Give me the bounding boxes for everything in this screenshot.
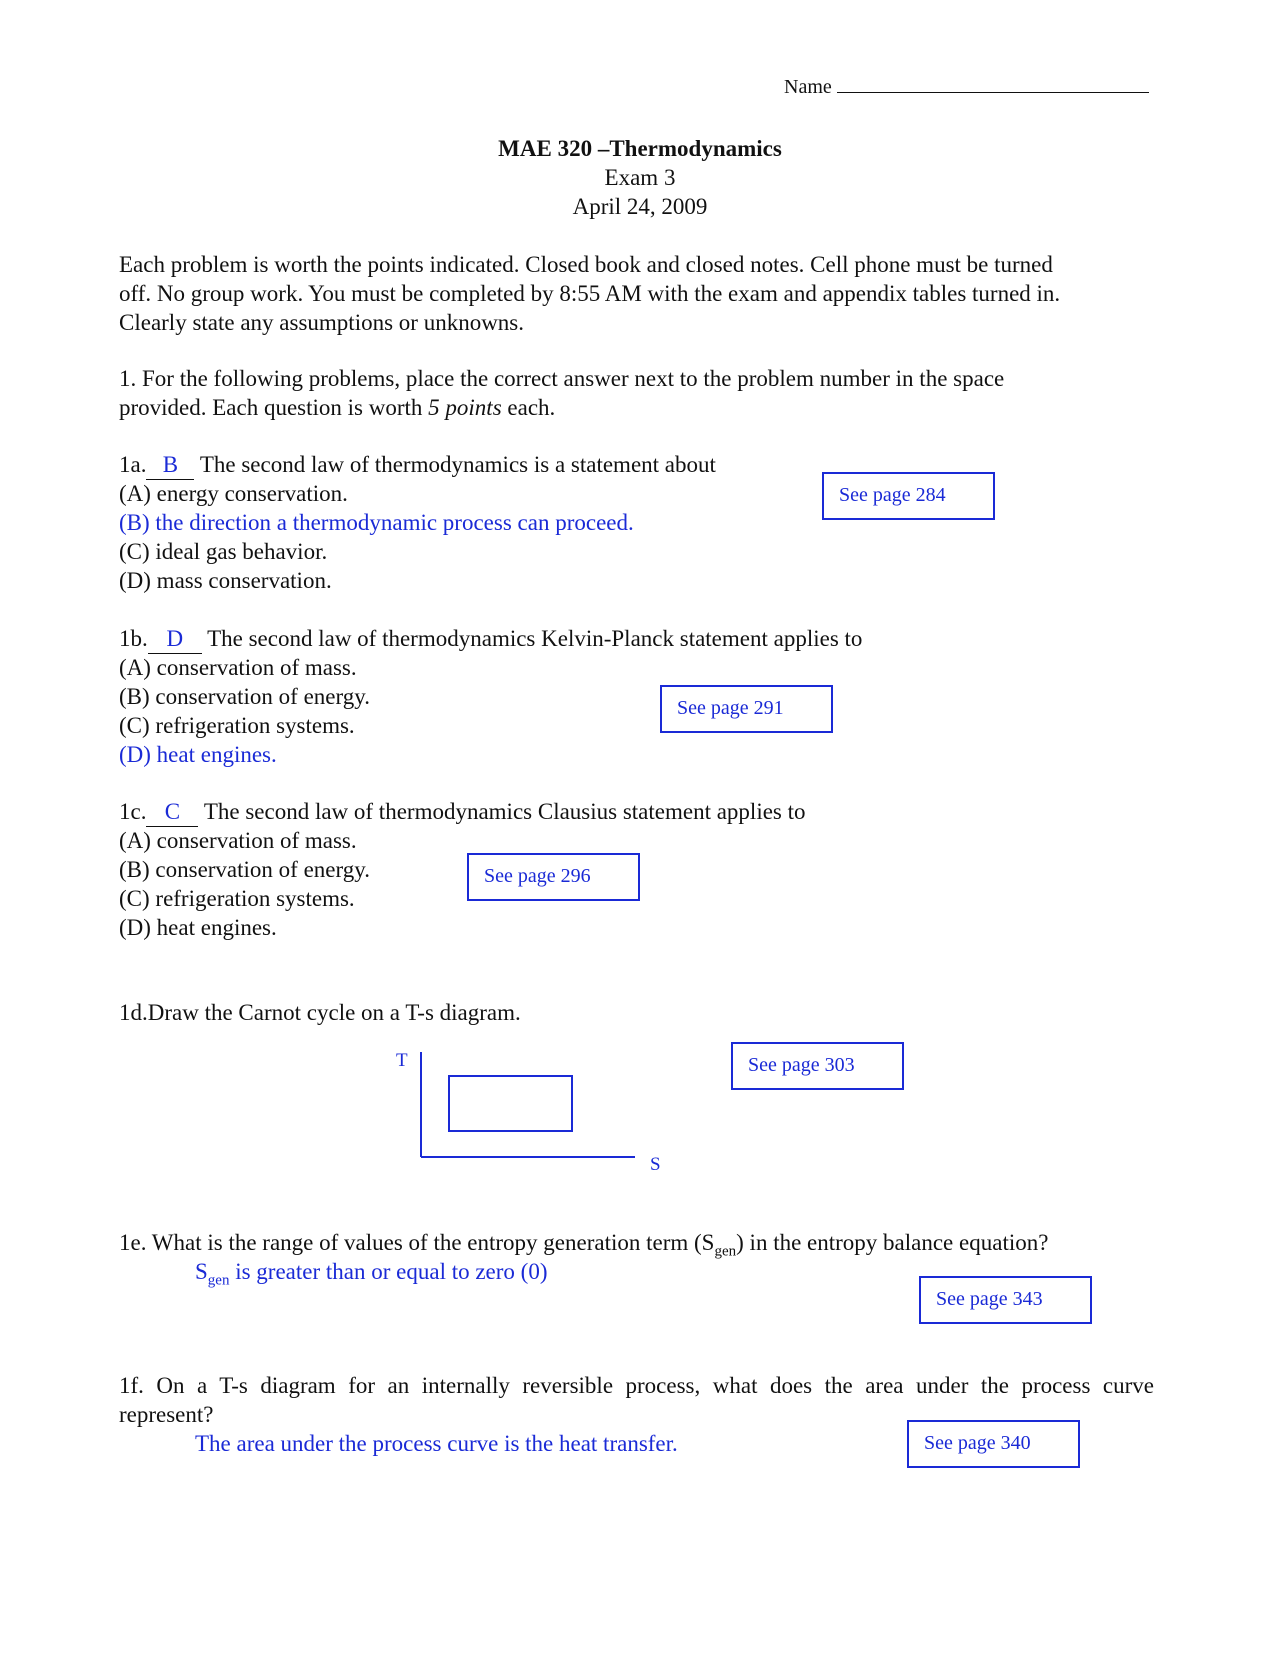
q1e-prompt-sub: gen	[714, 1243, 737, 1260]
q1f-answer: The area under the process curve is the heat transfer.	[195, 1431, 678, 1456]
q1d-page-reference: See page 303	[731, 1042, 904, 1090]
course-title: MAE 320 –Thermodynamics	[498, 136, 782, 161]
q1c-number: 1c.	[119, 799, 147, 824]
instructions-line-2: off. No group work. You must be completed by 8:55 AM with the exam and appendix tables turned in.	[119, 281, 1061, 306]
q1-intro-line-2	[119, 393, 555, 422]
q1c-answer-blank[interactable]	[146, 797, 198, 827]
q1e-prompt	[119, 1228, 1049, 1260]
q1a-stem-line	[119, 450, 716, 480]
instructions-line-3: Clearly state any assumptions or unknowns.	[119, 310, 525, 335]
name-blank-line[interactable]	[837, 74, 1149, 93]
q1b-answer: D	[166, 626, 184, 651]
exam-date: April 24, 2009	[572, 194, 708, 219]
q1a-option-d: (D) mass conservation.	[119, 568, 332, 593]
q1c-option-a: (A) conservation of mass.	[119, 828, 357, 853]
q1a-option-b: (B) the direction a thermodynamic process can proceed.	[119, 510, 634, 535]
q1c-stem-line	[119, 797, 806, 827]
q1a-answer: B	[162, 452, 179, 477]
q1b-stem: The second law of thermodynamics Kelvin-Planck statement applies to	[207, 626, 863, 651]
q1a-stem: The second law of thermodynamics is a statement about	[199, 452, 716, 477]
q1c-option-d: (D) heat engines.	[119, 915, 277, 940]
q1e-answer-a: S	[195, 1259, 208, 1284]
carnot-cycle-rectangle	[449, 1076, 572, 1131]
q1b-option-c: (C) refrigeration systems.	[119, 713, 355, 738]
q1e-page-reference: See page 343	[919, 1276, 1092, 1324]
q1-intro-line-1: 1. For the following problems, place the correct answer next to the problem number in the space	[119, 366, 1005, 391]
q1e-prompt-b: ) in the entropy balance equation?	[736, 1230, 1049, 1255]
q1b-answer-blank[interactable]	[148, 624, 202, 654]
q1b-page-reference: See page 291	[660, 685, 833, 733]
name-label: Name	[784, 76, 832, 98]
q1c-option-c: (C) refrigeration systems.	[119, 886, 355, 911]
q1a-page-reference: See page 284	[822, 472, 995, 520]
s-axis-label: S	[650, 1154, 661, 1175]
q1f-prompt-line-1: 1f. On a T-s diagram for an internally reversible process, what does the area under the process curve	[119, 1373, 1154, 1398]
q1b-option-b: (B) conservation of energy.	[119, 684, 371, 709]
q1c-stem: The second law of thermodynamics Clausius statement applies to	[203, 799, 806, 824]
q1b-option-a: (A) conservation of mass.	[119, 655, 357, 680]
exam-number: Exam 3	[604, 165, 676, 190]
q1-intro-text-a: provided. Each question is worth	[119, 395, 429, 420]
q1d-prompt: 1d.Draw the Carnot cycle on a T-s diagram.	[119, 1000, 521, 1025]
q1c-answer: C	[164, 799, 181, 824]
q1e-answer-sub: gen	[207, 1272, 230, 1289]
q1-intro-points: 5 points	[428, 395, 502, 420]
name-field[interactable]	[784, 74, 1149, 99]
q1b-option-d: (D) heat engines.	[119, 742, 277, 767]
q1e-answer-b: is greater than or equal to zero (0)	[229, 1259, 548, 1284]
q1e-answer	[195, 1257, 548, 1289]
q1f-prompt-line-2: represent?	[119, 1402, 214, 1427]
instructions-line-1: Each problem is worth the points indicated. Closed book and closed notes. Cell phone must be turned	[119, 252, 1053, 277]
q1a-answer-blank[interactable]	[146, 450, 194, 480]
t-axis-label: T	[396, 1050, 408, 1071]
q1c-option-b: (B) conservation of energy.	[119, 857, 371, 882]
carnot-ts-diagram	[390, 1036, 690, 1176]
q1a-option-c: (C) ideal gas behavior.	[119, 539, 328, 564]
q1b-number: 1b.	[119, 626, 148, 651]
q1e-prompt-a: 1e. What is the range of values of the entropy generation term (S	[119, 1230, 715, 1255]
q1a-option-a: (A) energy conservation.	[119, 481, 348, 506]
q1b-stem-line	[119, 624, 862, 654]
q1-intro-text-b: each.	[501, 395, 556, 420]
q1a-number: 1a.	[119, 452, 147, 477]
q1c-page-reference: See page 296	[467, 853, 640, 901]
q1f-page-reference: See page 340	[907, 1420, 1080, 1468]
